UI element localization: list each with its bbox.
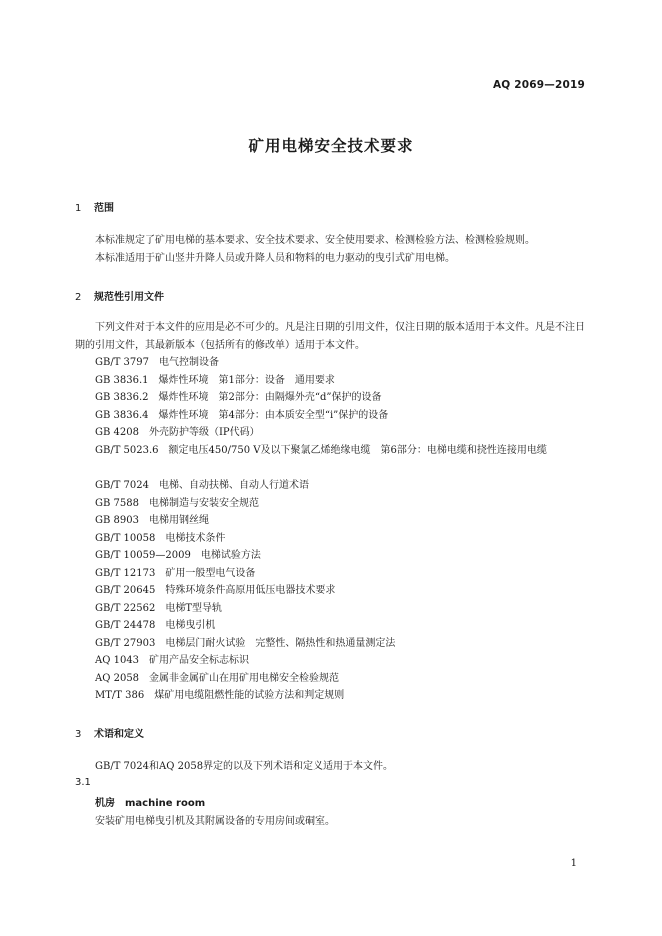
term-number: 3.1 (75, 777, 91, 788)
page-number: 1 (570, 858, 577, 869)
section-1-heading (75, 199, 114, 214)
reference-item: MT/T 386 煤矿用电缆阻燃性能的试验方法和判定规则 (95, 690, 345, 701)
reference-item: GB/T 10058 电梯技术条件 (95, 533, 226, 544)
term-name (95, 794, 205, 809)
reference-item: GB 7588 电梯制造与安装安全规范 (95, 498, 259, 509)
term-definition: 安装矿用电梯曳引机及其附属设备的专用房间或硐室。 (95, 816, 335, 827)
reference-item: GB 4208 外壳防护等级（IP代码） (95, 427, 260, 438)
section-title: 规范性引用文件 (94, 292, 164, 303)
section-2-heading (75, 288, 164, 303)
section-number: 2 (75, 292, 82, 303)
section-title: 范围 (94, 203, 114, 214)
section-3-heading (75, 725, 144, 740)
references-intro: 下列文件对于本文件的应用是必不可少的。凡是注日期的引用文件，仅注日期的版本适用于本文件。凡是不注日期的引用文件，其最新版本（包括所有的修改单）适用于本文件。 (75, 322, 585, 351)
reference-item: AQ 2058 金属非金属矿山在用矿用电梯安全检验规范 (95, 673, 340, 684)
terms-intro: GB/T 7024和AQ 2058界定的以及下列术语和定义适用于本文件。 (95, 761, 394, 772)
reference-item: GB/T 3797 电气控制设备 (95, 357, 220, 368)
section-number: 3 (75, 729, 82, 740)
reference-item: GB/T 20645 特殊环境条件高原用低压电器技术要求 (95, 585, 336, 596)
section-title: 术语和定义 (94, 729, 144, 740)
term-name-zh: 机房 (95, 798, 115, 809)
section-number: 1 (75, 203, 82, 214)
reference-item: GB 3836.4 爆炸性环境 第4部分：由本质安全型“i”保护的设备 (95, 410, 389, 421)
term-name-en: machine room (125, 798, 206, 809)
document-title: 矿用电梯安全技术要求 (248, 137, 414, 155)
reference-item: GB 3836.1 爆炸性环境 第1部分：设备 通用要求 (95, 375, 335, 386)
standard-code: AQ 2069—2019 (492, 79, 585, 91)
scope-paragraph-1: 本标准规定了矿用电梯的基本要求、安全技术要求、安全使用要求、检测检验方法、检测检验规则。 (95, 235, 535, 246)
reference-item: AQ 1043 矿用产品安全标志标识 (95, 655, 250, 666)
reference-item: GB 3836.2 爆炸性环境 第2部分：由隔爆外壳“d”保护的设备 (95, 392, 382, 403)
reference-item: GB/T 24478 电梯曳引机 (95, 620, 216, 631)
reference-item: GB/T 10059—2009 电梯试验方法 (95, 550, 261, 561)
reference-item: GB/T 27903 电梯层门耐火试验 完整性、隔热性和热通量测定法 (95, 638, 396, 649)
reference-item: GB/T 22562 电梯T型导轨 (95, 603, 223, 614)
reference-item: GB/T 12173 矿用一般型电气设备 (95, 568, 256, 579)
reference-item: GB/T 5023.6 额定电压450/750 V及以下聚氯乙烯绝缘电缆 第6部分：电梯电缆和挠性连接用电缆 (95, 445, 547, 456)
reference-item: GB 8903 电梯用钢丝绳 (95, 515, 209, 526)
reference-item: GB/T 7024 电梯、自动扶梯、自动人行道术语 (95, 480, 310, 491)
scope-paragraph-2: 本标准适用于矿山竖井升降人员或升降人员和物料的电力驱动的曳引式矿用电梯。 (95, 253, 455, 264)
